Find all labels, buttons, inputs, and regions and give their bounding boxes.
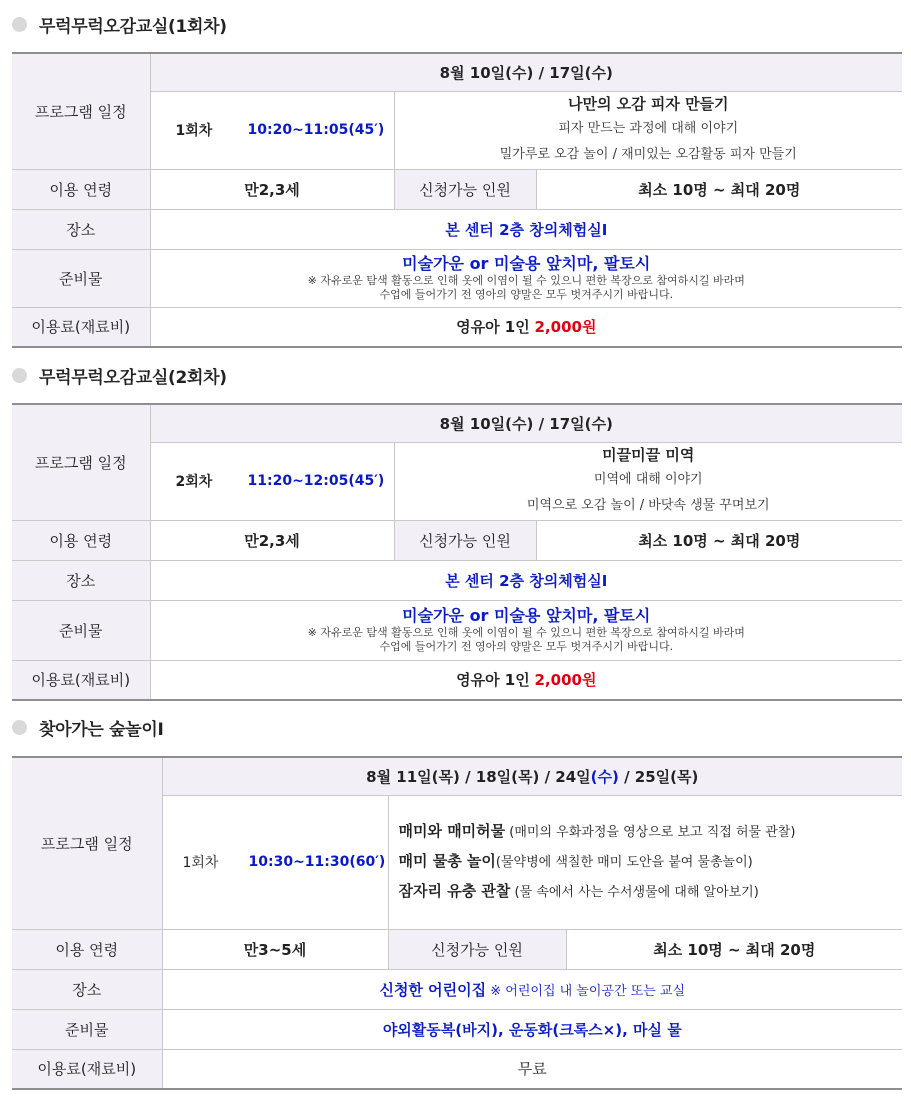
- activity-item: [389, 877, 903, 907]
- bullet-icon: [12, 720, 27, 735]
- section-1-title: 무럭무럭오감교실(1회차): [39, 16, 227, 37]
- place-label: 장소: [12, 209, 150, 249]
- section-2-title: 무럭무럭오감교실(2회차): [39, 367, 227, 388]
- activity-desc: (물약병에 색칠한 매미 도안을 붙여 물총놀이): [495, 855, 753, 870]
- fee-amount: 2,000원: [534, 318, 597, 337]
- program-title: 미끌미끌 미역: [602, 446, 695, 464]
- supplies-label: 준비물: [12, 1009, 162, 1049]
- place-label: 장소: [12, 969, 162, 1009]
- place-note: ※ 어린이집 내 놀이공간 또는 교실: [486, 983, 686, 999]
- program-cell: [394, 442, 902, 520]
- section-3-heading: [12, 715, 164, 739]
- supplies-cell: [150, 249, 902, 307]
- supplies-main: 미술가운 or 미술용 앞치마, 팔토시: [402, 254, 651, 273]
- section-1-heading: [12, 12, 227, 36]
- schedule-label: 프로그램 일정: [12, 404, 150, 520]
- supplies-note: 수업에 들어가기 전 영아의 양말은 모두 벗겨주시기 바랍니다.: [379, 640, 674, 653]
- dates-part: / 25일(목): [618, 767, 699, 786]
- program-line: 미역으로 오감 놀이 / 바닷속 생물 꾸며보기: [526, 498, 770, 513]
- place-main: 신청한 어린이집: [379, 980, 487, 999]
- schedule-label: 프로그램 일정: [12, 53, 150, 169]
- capacity-label: 신청가능 인원: [394, 169, 536, 209]
- program-line: 미역에 대해 이야기: [593, 472, 703, 487]
- session-number: 1회차: [182, 855, 219, 871]
- fee-prefix: 영유아 1인: [456, 318, 530, 337]
- program-cell: [394, 91, 902, 169]
- schedule-dates: 8월 10일(수) / 17일(수): [150, 53, 902, 91]
- program-line: 피자 만드는 과정에 대해 이야기: [558, 121, 739, 136]
- capacity-value: 최소 10명 ~ 최대 20명: [566, 929, 902, 969]
- fee-prefix: 영유아 1인: [456, 671, 530, 690]
- session-time: 11:20~12:05(45′): [247, 473, 385, 489]
- dates-part: 8월 11일(목) / 18일(목) / 24일: [366, 767, 591, 786]
- age-label: 이용 연령: [12, 520, 150, 560]
- session-time: 10:20~11:05(45′): [247, 122, 385, 138]
- schedule-dates: [162, 757, 902, 795]
- fee-cell: [150, 307, 902, 347]
- activity-desc: (물 속에서 사는 수서생물에 대해 알아보기): [510, 885, 759, 900]
- session-cell: [150, 442, 394, 520]
- age-label: 이용 연령: [12, 169, 150, 209]
- place-value: 본 센터 2층 창의체험실Ⅰ: [150, 209, 902, 249]
- place-value: 본 센터 2층 창의체험실Ⅰ: [150, 560, 902, 600]
- section-2-heading: [12, 363, 227, 387]
- fee-label: 이용료(재료비): [12, 307, 150, 347]
- age-value: 만2,3세: [150, 520, 394, 560]
- supplies-label: 준비물: [12, 249, 150, 307]
- fee-label: 이용료(재료비): [12, 660, 150, 700]
- schedule-label: 프로그램 일정: [12, 757, 162, 929]
- age-label: 이용 연령: [12, 929, 162, 969]
- supplies-label: 준비물: [12, 600, 150, 660]
- section-2-table: [12, 403, 902, 701]
- supplies-value: 야외활동복(바지), 운동화(크록스×), 마실 물: [162, 1009, 902, 1049]
- activity-name: 매미와 매미허물: [398, 822, 506, 840]
- session-number: 2회차: [175, 474, 213, 490]
- session-time: [249, 854, 386, 870]
- activity-item: [389, 847, 903, 877]
- capacity-label: 신청가능 인원: [388, 929, 566, 969]
- fee-cell: [150, 660, 902, 700]
- section-1-table: [12, 52, 902, 348]
- activities-cell: [388, 795, 902, 929]
- section-3-title: 찾아가는 숲놀이Ⅰ: [39, 719, 164, 740]
- schedule-dates: 8월 10일(수) / 17일(수): [150, 404, 902, 442]
- session-time-text: 10:30~11:30(60′): [248, 854, 386, 870]
- program-title: 나만의 오감 피자 만들기: [567, 95, 729, 113]
- dates-highlight: (수): [590, 767, 619, 786]
- supplies-note: ※ 자유로운 탐색 활동으로 인해 옷에 이염이 될 수 있으니 편한 복장으로 참여하시길 바라며: [307, 274, 745, 287]
- section-3-table: [12, 756, 902, 1090]
- age-value: 만2,3세: [150, 169, 394, 209]
- fee-amount: 2,000원: [534, 671, 597, 690]
- activity-item: [389, 817, 903, 847]
- bullet-icon: [12, 368, 27, 383]
- capacity-value: 최소 10명 ~ 최대 20명: [536, 520, 902, 560]
- activity-name: 매미 물총 놀이: [398, 852, 496, 870]
- program-line: 밀가루로 오감 놀이 / 재미있는 오감활동 피자 만들기: [499, 147, 797, 162]
- activity-desc: (매미의 우화과정을 영상으로 보고 직접 허물 관찰): [505, 825, 796, 840]
- age-value: 만3~5세: [162, 929, 388, 969]
- session-cell: [150, 91, 394, 169]
- activity-name: 잠자리 유충 관찰: [398, 882, 511, 900]
- supplies-main: 미술가운 or 미술용 앞치마, 팔토시: [402, 606, 651, 625]
- place-cell: [162, 969, 902, 1009]
- capacity-label: 신청가능 인원: [394, 520, 536, 560]
- fee-value: 무료: [162, 1049, 902, 1089]
- fee-label: 이용료(재료비): [12, 1049, 162, 1089]
- place-label: 장소: [12, 560, 150, 600]
- session-number: 1회차: [175, 123, 213, 139]
- supplies-cell: [150, 600, 902, 660]
- bullet-icon: [12, 17, 27, 32]
- supplies-note: 수업에 들어가기 전 영아의 양말은 모두 벗겨주시기 바랍니다.: [379, 288, 674, 301]
- session-cell: [162, 795, 388, 929]
- capacity-value: 최소 10명 ~ 최대 20명: [536, 169, 902, 209]
- supplies-note: ※ 자유로운 탐색 활동으로 인해 옷에 이염이 될 수 있으니 편한 복장으로 참여하시길 바라며: [307, 626, 745, 639]
